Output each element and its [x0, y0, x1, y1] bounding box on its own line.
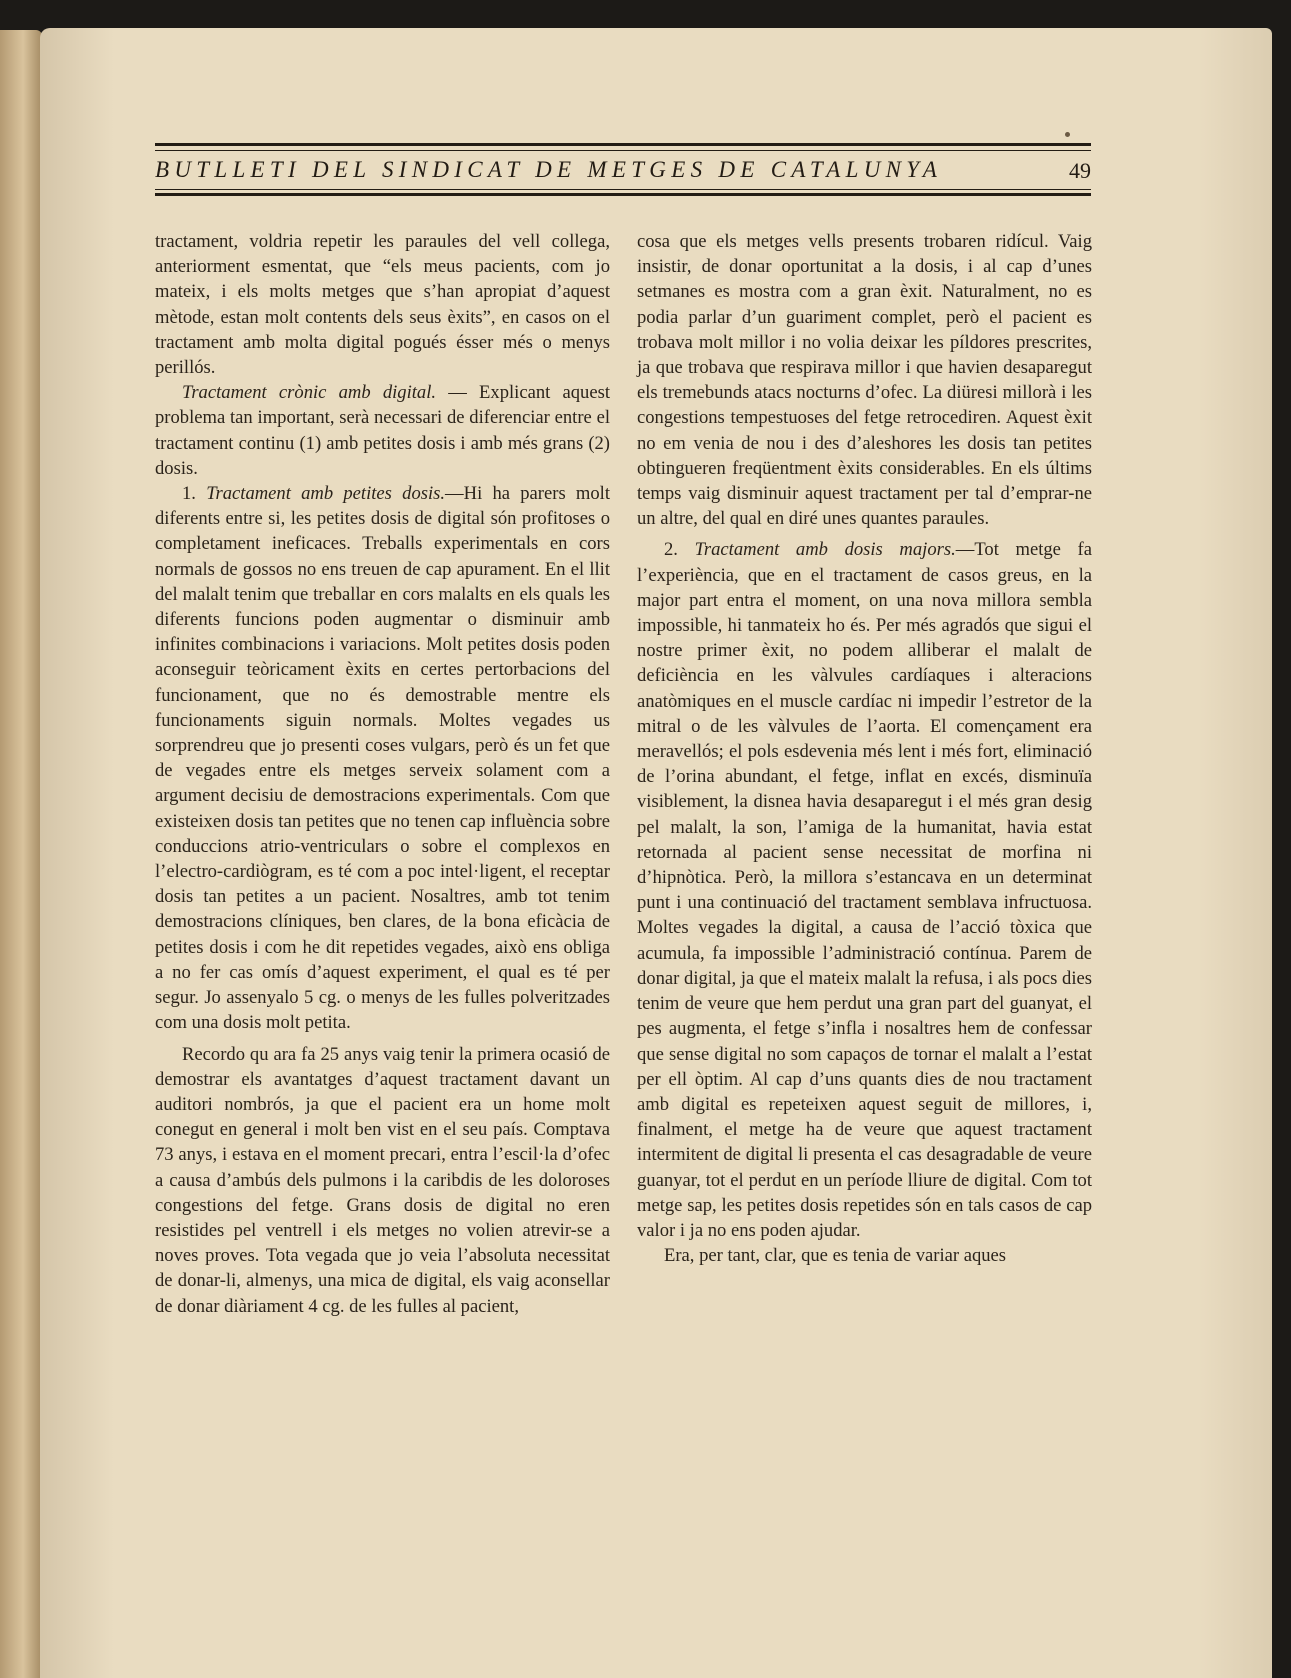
text-column-left — [155, 229, 610, 1319]
facing-page-edge — [0, 30, 42, 1678]
header-rule — [155, 193, 1091, 196]
paragraph: cosa que els metges vells presents trobaren ridícul. Vaig insistir, de donar oportunitat a la dosis, i al cap d’unes setmanes es mostra com a gran èxit. Naturalment, no es podia parlar d’un guariment complet, però el pacient es trobava molt millor i no volia deixar les píldores prescrites, ja que trobava que respirava millor i que havien desaparegut els tremebunds atacs nocturns d’ofec. La diüresi millorà i les congestions tempestuoses del fetge retrocediren. Aquest èxit no em venia de nou i des d’aleshores les dosis tan petites obtingueren freqüentment èxits considerables. En els últims temps vaig disminuir aquest tractament per tal d’emprar-ne un altre, del qual en diré unes quantes paraules. — [637, 231, 1092, 530]
paragraph: Era, per tant, clar, que es tenia de variar aques — [664, 1245, 1007, 1267]
paragraph: tractament, voldria repetir les paraules del vell collega, anteriorment esmentat, que “els meus pacients, com jo mateix, i els molts metges que s’han apropiat d’aquest mètode, estan molt contents dels seus èxits”, en casos on el tractament amb molta digital pogués ésser més o menys perillós. — [155, 231, 610, 379]
paragraph: Recordo qu ara fa 25 anys vaig tenir la primera ocasió de demostrar els avantatges d’aquest tractament davant un auditori nombrós, ja que el pacient era un home molt conegut en general i molt ben vist en el seu país. Comptava 73 anys, i estava en el moment precari, entra l’escil·la d’ofec a causa d’ambús dels pulmons i la caribdis de les doloroses congestions del fetge. Grans dosis de digital no eren resistides pel ventrell i els metges no volien atrevir-se a noves proves. Tota vegada que jo veia l’absoluta necessitat de donar-li, almenys, una mica de digital, els vaig aconsellar de donar diàriament 4 cg. de les fulles al pacient, — [155, 1043, 610, 1317]
section-heading: Tractament amb petites dosis. — [206, 483, 446, 505]
section-heading: Tractament amb dosis majors. — [694, 539, 956, 561]
text-column-right — [637, 229, 1092, 1268]
ink-speck — [1065, 132, 1070, 137]
page-number: 49 — [1069, 158, 1091, 183]
paragraph: 2. Tractament amb dosis majors.—Tot metge fa l’experiència, que en el tractament de casos greus, en la major part entra el moment, on una nova millora sembla impossible, hi tanmateix ho és. Per més agradós que sigui el nostre primer èxit, no podem alliberar el malalt de deficiència en les vàlvules cardíaques i alteracions anatòmiques en el muscle cardíac ni impedir l’estretor de la mitral o de les vàlvules de l’aorta. El començament era meravellós; el pols esdevenia més lent i més fort, eliminació de l’orina abundant, el fetge, inflat en excés, disminuïa visiblement, la disnea havia desaparegut i el més gran desig pel malalt, la son, l’amiga de la humanitat, havia estat retornada al pacient sense necessitat de morfina ni d’hipnòtica. Però, la millora s’estancava en un determinat punt i una continuació del tractament semblava infructuosa. Moltes vegades la digital, a causa de l’acció tòxica que acumula, fa impossible l’administració contínua. Parem de donar digital, ja que el mateix malalt la refusa, i als pocs dies tenim de veure que hem perdut una gran part del guanyat, el pes augmenta, el fetge s’infla i nosaltres hem de confessar que sense digital no som capaços de tornar el malalt a l’estat per ell òptim. Al cap d’uns quants dies de nou tractament amb digital es repeteixen aquest seguit de millores, i, finalment, el metge ha de veure que aquest tractament intermitent de digital li presenta el cas desagradable de veure guanyar, tot el perdut en un període lliure de digital. Com tot metge sap, les petites dosis repetides són en tals casos de cap valor i ja no ens poden ajudar. — [637, 539, 1093, 1241]
paragraph: 1. Tractament amb petites dosis.—Hi ha parers molt diferents entre si, les petites dosis de digital són profitoses o completament ineficaces. Treballs experimentals en cors normals de gossos no ens treuen de cap apurament. En el llit del malalt tenim que treballar en cors malalts en els quals les diferents funcions poden augmentar o disminuir amb infinites combinacions i variacions. Molt petites dosis poden aconseguir teòricament èxits en certes pertorbacions del funcionament, que no és demostrable mentre els funcionaments siguin normals. Moltes vegades us sorprendreu que jo presenti coses vulgars, però és un fet que de vegades entre els metges serveix solament com a argument decisiu de demostracions experimentals. Com que existeixen dosis tan petites que no tenen cap influència sobre conduccions atrio-ventriculars o sobre el complexos en l’electro-cardiògram, es té com a poc intel·ligent, el receptar dosis tan petites a un pacient. Nosaltres, amb tot tenim demostracions clíniques, ben clares, de la bona eficàcia de petites dosis i com he dit repetides vegades, això ens obliga a no fer cas omís d’aquest experiment, el qual es té per segur. Jo assenyalo 5 cg. o menys de les fulles polveritzades com una dosis molt petita. — [155, 483, 611, 1034]
header-rule — [155, 143, 1091, 146]
section-heading: Tractament crònic amb digital. — [182, 382, 437, 404]
header-rule — [155, 150, 1091, 151]
paragraph: Tractament crònic amb digital. — Explicant aquest problema tan important, serà necessari de diferenciar entre el tractament continu (1) amb petites dosis i amb més grans (2) dosis. — [155, 382, 610, 479]
running-header — [155, 140, 1091, 198]
header-rule — [155, 189, 1091, 190]
journal-title: BUTLLETI DEL SINDICAT DE METGES DE CATALUNYA — [155, 157, 943, 182]
